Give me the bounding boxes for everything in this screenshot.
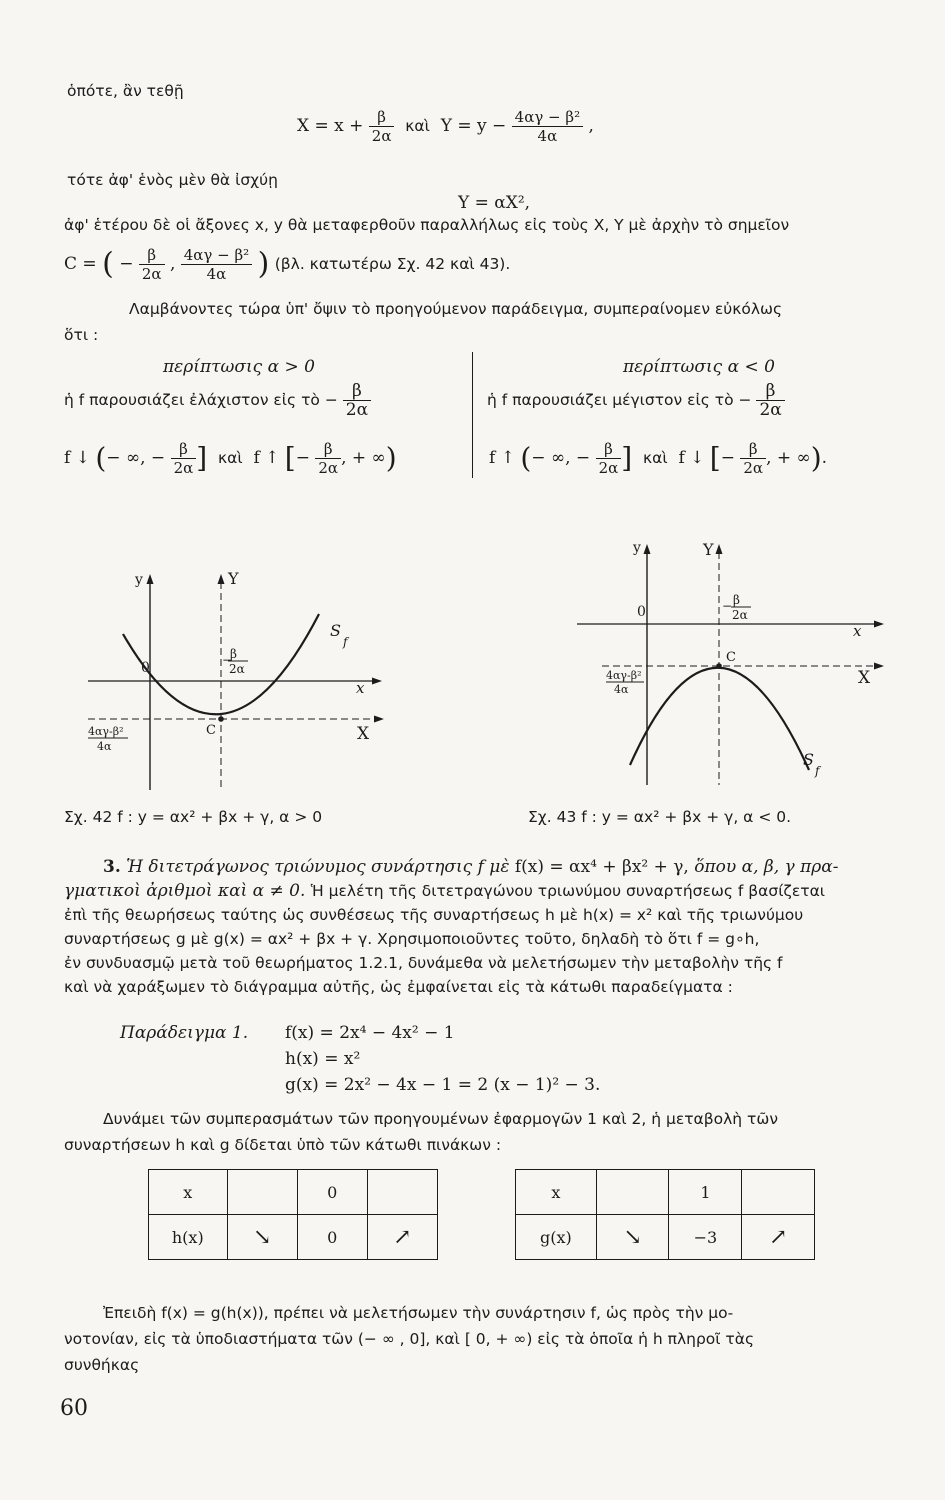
- y-equation: Y = y −: [440, 116, 507, 136]
- table-h-label: h(x): [149, 1215, 228, 1260]
- fraction-beta-2a: $\frac{\beta}{2\alpha}$: [369, 108, 395, 145]
- text-lamvanontes: Λαμβάνοντες τώρα ὑπ' ὄψιν τὸ προηγούμενον παράδειγμα, συμπεραίνομεν εὐκόλως: [129, 300, 783, 318]
- paragraph-line-4: ἐν συνδυασμῷ μετὰ τοῦ θεωρήματος 1.2.1, δυνάμεθα νὰ μελετήσωμεν τὴν μεταβολὴν τῆς f: [64, 954, 783, 972]
- fig42-label-k-num: 4αγ-β²: [88, 725, 124, 738]
- table-h-arrow-up: ↗: [367, 1215, 437, 1260]
- example-h: h(x) = x²: [285, 1049, 361, 1069]
- fig42-caption: Σχ. 42 f : y = αx² + βx + γ, α > 0: [64, 808, 323, 826]
- table-h-arrow-down: ↘: [227, 1215, 297, 1260]
- dynamei-line-2: συναρτήσεων h καὶ g δίδεται ὑπὸ τῶν κάτωθι πινάκων :: [64, 1136, 502, 1154]
- fig43-label-C: C: [726, 650, 736, 665]
- fig43-label-O: 0: [637, 604, 646, 620]
- fig43-label-Sf-sub: f: [815, 764, 820, 778]
- fig43-label-y: y: [633, 540, 641, 556]
- paragraph-line-3: συναρτήσεως g μὲ g(x) = αx² + βx + γ. Χρησιμοποιοῦντες τοῦτο, δηλαδὴ τὸ ὅτι f = g∘h,: [64, 930, 760, 948]
- text-oti: ὅτι :: [64, 326, 99, 344]
- fig42-label-Sf-sub: f: [343, 635, 348, 649]
- monotonic-pos: f ↓ (− ∞, − $\frac{\beta}{2\alpha}$ ] καὶ f ↑ [− $\frac{\beta}{2\alpha}$ , + ∞): [64, 440, 397, 477]
- fig43-label-minus: −: [722, 599, 733, 613]
- table-h-header-0: 0: [297, 1170, 367, 1215]
- fig42-label-2a: 2α: [229, 662, 245, 676]
- table-g-arrow-down: ↘: [596, 1215, 669, 1260]
- fig43-label-k-den: 4α: [614, 683, 629, 696]
- epeidh-line-1: Ἐπειδὴ f(x) = g(h(x)), πρέπει νὰ μελετήσωμεν τὴν συνάρτησιν f, ὡς πρὸς τὴν μο-: [103, 1304, 734, 1322]
- epeidh-line-3: συνθήκας: [64, 1356, 140, 1374]
- fig43-vertex-C: [716, 663, 722, 669]
- fig43-label-x: x: [853, 622, 862, 640]
- see-figures: (βλ. κατωτέρω Σχ. 42 καὶ 43).: [274, 255, 511, 273]
- example-label: Παράδειγμα 1.: [120, 1023, 249, 1043]
- dynamei-line-1: Δυνάμει τῶν συμπερασμάτων τῶν προηγουμένων ἐφαρμογῶν 1 καὶ 2, ἡ μεταβολὴ τῶν: [103, 1110, 779, 1128]
- fig42-label-Y: Y: [228, 569, 239, 588]
- fig43-label-beta: β: [733, 593, 740, 607]
- fig42-label-S: S: [330, 621, 341, 640]
- paragraph-line-1: γματικοὶ ἀριθμοὶ καὶ α ≠ 0. Ἡ μελέτη τῆς διτετραγώνου τριωνύμου συναρτήσεως f βασίζεται: [64, 881, 826, 901]
- table-g-value-min: −3: [669, 1215, 742, 1260]
- fig42-label-beta: β: [230, 647, 237, 661]
- table-g-arrow-up: ↗: [742, 1215, 815, 1260]
- example-g: g(x) = 2x² − 4x − 1 = 2 (x − 1)² − 3.: [285, 1075, 601, 1095]
- formula-Y-aX2: Y = αX²,: [458, 193, 531, 213]
- section-title-formula: f(x) = αx⁴ + βx² + γ,: [514, 857, 689, 877]
- section-3-heading: [103, 856, 839, 878]
- table-h-header-x: x: [149, 1170, 228, 1215]
- case-a-negative: περίπτωσις α < 0: [623, 357, 775, 377]
- paragraph-line-2: ἐπὶ τῆς θεωρήσεως ταύτης ὡς συνθέσεως τῆς συναρτήσεως h μὲ h(x) = x² καὶ τῆς τριωνύμου: [64, 906, 804, 924]
- fig42-label-C: C: [206, 723, 216, 738]
- text-opote: ὁπότε, ἂν τεθῇ: [67, 82, 184, 100]
- text-tote: τότε ἀφ' ἑνὸς μὲν θὰ ἰσχύῃ: [67, 171, 278, 189]
- table-g: [515, 1169, 815, 1260]
- text-axes-line: ἀφ' ἑτέρου δὲ οἱ ἄξονες x, y θὰ μεταφερθοῦν παραλλήλως εἰς τοὺς X, Y μὲ ἀρχὴν τὸ σημεῖον: [64, 216, 790, 234]
- fig42-label-y: y: [135, 572, 143, 588]
- section-number: 3.: [103, 857, 121, 877]
- epeidh-line-2: νοτονίαν, εἰς τὰ ὑποδιαστήματα τῶν (− ∞ , 0], καὶ [ 0, + ∞) εἰς τὰ ὁποῖα ἡ h πληροῖ τὰς: [64, 1330, 755, 1348]
- x-equation: X = x +: [297, 116, 364, 136]
- example-f: f(x) = 2x⁴ − 4x² − 1: [285, 1023, 455, 1043]
- min-statement: ἡ f παρουσιάζει ἐλάχιστον εἰς τὸ − $\frac{\beta}{2\alpha}$: [64, 382, 371, 419]
- table-h: [148, 1169, 438, 1260]
- max-statement: ἡ f παρουσιάζει μέγιστον εἰς τὸ − $\frac{\beta}{2\alpha}$: [487, 382, 785, 419]
- table-g-header-x: x: [516, 1170, 597, 1215]
- monotonic-neg: f ↑ (− ∞, − $\frac{\beta}{2\alpha}$ ] καὶ f ↓ [− $\frac{\beta}{2\alpha}$ , + ∞).: [489, 440, 828, 477]
- fig42-label-O: 0: [141, 660, 150, 676]
- fig43-label-S: S: [803, 750, 814, 769]
- fig42-label-minus: −: [222, 653, 233, 667]
- paragraph-line-5: καὶ νὰ χαράξωμεν τὸ διάγραμμα αὐτῆς, ὡς ἐμφαίνεται εἰς τὰ κάτωθι παραδείγματα :: [64, 978, 733, 996]
- case-a-positive: περίπτωσις α > 0: [163, 357, 315, 377]
- table-g-label: g(x): [516, 1215, 597, 1260]
- table-g-header-1: 1: [669, 1170, 742, 1215]
- substitution-formula: X = x + $\frac{\beta}{2\alpha}$ καὶ Y = y − $\frac{\text{4αγ − β²}}{4\alpha}$ ,: [297, 108, 594, 145]
- fig43-label-2a: 2α: [732, 608, 748, 622]
- fig42-label-x: x: [356, 679, 365, 697]
- point-C-formula: C = ( − $\frac{\beta}{2\alpha}$ , $\frac{\text{4αγ − β²}}{4\alpha}$ ) (βλ. κατωτέρω Σχ. 42 καὶ 43).: [64, 246, 511, 283]
- table-h-value-0: 0: [297, 1215, 367, 1260]
- kai: καὶ: [405, 117, 430, 135]
- fig43-caption: Σχ. 43 f : y = αx² + βx + γ, α < 0.: [528, 808, 792, 826]
- fig43-label-k-num: 4αγ-β²: [606, 669, 642, 682]
- page-number: 60: [60, 1396, 88, 1421]
- fig42-label-k-den: 4α: [97, 740, 112, 753]
- fig43-label-X: X: [858, 668, 871, 688]
- fig42-label-X: X: [357, 724, 370, 744]
- fig43-label-Y: Y: [703, 540, 714, 559]
- fraction-4ag-4a: $\frac{\text{4αγ − β²}}{4\alpha}$: [512, 108, 583, 145]
- section-title-a: Ἡ διτετράγωνος τριώνυμος συνάρτησις f μὲ: [126, 857, 510, 877]
- section-title-b: ὅπου α, β, γ πρα-: [694, 857, 839, 877]
